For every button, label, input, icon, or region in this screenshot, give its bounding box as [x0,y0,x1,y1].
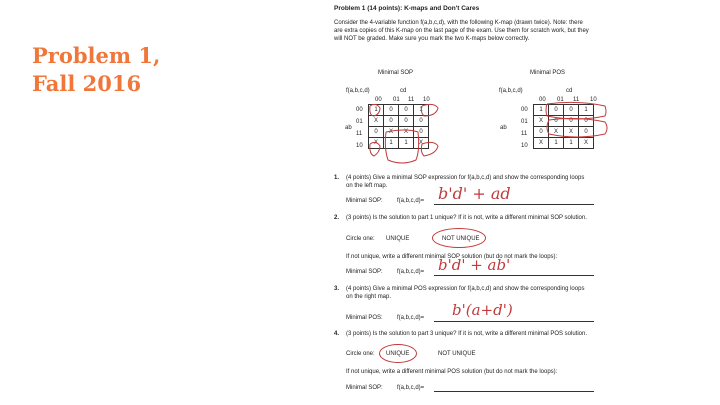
q1-answer: b'd' + ad [438,184,511,203]
kmap-right-cell: X [534,138,549,149]
slide-title [32,42,232,98]
kmap-left-col-2: 11 [408,97,415,103]
kmap-right-row-2: 11 [521,131,528,137]
q2-number: 2. [334,215,340,221]
q2-option-unique[interactable]: UNIQUE [386,236,410,242]
kmap-right-row-1: 01 [521,119,528,125]
q4-answer-line [434,391,594,392]
kmap-left-cell: 0 [414,127,429,138]
q2-answer-line [434,275,594,276]
kmap-left-cell: 1 [384,138,399,149]
kmap-right-title: Minimal POS [530,70,566,76]
kmap-left-row-2: 11 [356,131,363,137]
kmap-right-cell: X [549,127,564,138]
kmap-right-colvar: cd [566,88,573,94]
kmap-left-cell: 0 [369,127,384,138]
kmap-left-row-1: 01 [356,119,363,125]
kmap-left-col-3: 10 [423,97,430,103]
kmap-left-cell: X [369,138,384,149]
kmap-right-cell: 0 [579,127,594,138]
q2-option-not-unique[interactable]: NOT UNIQUE [442,236,480,242]
q3-answer-line [434,321,594,322]
kmap-right-rowvar: ab [500,125,507,131]
q4-label: Minimal SOP: [346,385,383,391]
kmap-left-cell: 0 [384,116,399,127]
kmap-left-title: Minimal SOP [378,70,414,76]
kmap-left-row-3: 10 [356,143,363,149]
kmap-right-cell: 1 [549,138,564,149]
kmap-right-cell: 0 [534,127,549,138]
kmap-left-cell: 0 [399,105,414,116]
q4-func: f(a,b,c,d)= [397,385,425,391]
kmap-right-cell: 0 [549,116,564,127]
q2-text: (3 points) Is the solution to part 1 unique? If it is not, write a different minimal SOP solution. [346,215,587,221]
kmap-left-cell: 1 [414,105,429,116]
kmap-left-cell: 1 [399,138,414,149]
q1-text-a: (4 points) Give a minimal SOP expression for f(a,b,c,d) and show the corresponding loops [346,175,585,181]
kmap-left-loops [362,100,452,170]
kmap-left-func: f(a,b,c,d) [346,88,370,94]
exam-document [322,0,720,405]
kmap-right-cell: 0 [564,116,579,127]
kmap-right-cell: X [579,138,594,149]
q2-note: If not unique, write a different minimal SOP solution (but do not mark the loops): [346,254,558,260]
intro-line-3: will NOT be graded. Make sure you mark the two K-maps below correctly. [334,36,530,42]
q2-func: f(a,b,c,d)= [397,269,425,275]
q2-circle-one: Circle one: [346,236,375,242]
kmap-left-row-0: 00 [356,107,363,113]
kmap-right-col-3: 10 [590,97,597,103]
intro-line-1: Consider the 4-variable function f(a,b,c,d), with the following K-map (drawn twice). Note: there [334,20,583,26]
q2-answer: b'd' + ab' [438,256,511,274]
kmap-left-colvar: cd [400,88,407,94]
kmap-right-cell: 0 [549,105,564,116]
kmap-right-loops [527,100,617,170]
kmap-right-cell: 0 [579,116,594,127]
q1-func: f(a,b,c,d)= [397,198,425,204]
q3-func: f(a,b,c,d)= [397,315,425,321]
q4-note: If not unique, write a different minimal POS solution (but do not mark the loops): [346,369,558,375]
slide-title-line1: Problem 1, [32,43,161,68]
q3-text-a: (4 points) Give a minimal POS expression for f(a,b,c,d) and show the corresponding loops [346,286,585,292]
q3-answer: b'(a+d') [452,301,513,319]
q3-label: Minimal POS: [346,315,383,321]
q4-option-unique[interactable]: UNIQUE [386,351,410,357]
intro-line-2: are extra copies of this K-map on the last page of the exam. Use them for scratch work, but they [334,28,589,34]
kmap-left-cell: 0 [399,116,414,127]
kmap-right-cell: X [534,116,549,127]
kmap-right-cell: 1 [564,138,579,149]
q2-label: Minimal SOP: [346,269,383,275]
q1-answer-line [434,204,594,205]
kmap-left-cell: 0 [384,105,399,116]
kmap-right-cell: X [564,127,579,138]
kmap-right-col-2: 11 [573,97,580,103]
kmap-right-cell: 1 [534,105,549,116]
q2-answer-circle [432,228,486,248]
q1-text-b: on the left map. [346,183,388,189]
slide-title-line2: Fall 2016 [32,71,142,96]
q4-option-not-unique[interactable]: NOT UNIQUE [438,351,476,357]
kmap-left-cell: X [384,127,399,138]
kmap-left-col-1: 01 [393,97,400,103]
kmap-right-row-3: 10 [521,143,528,149]
kmap-right-func: f(a,b,c,d) [499,88,523,94]
kmap-left-cell: X [414,138,429,149]
q3-number: 3. [334,286,340,292]
q1-number: 1. [334,175,340,181]
kmap-right-cell: 1 [579,105,594,116]
kmap-right-row-0: 00 [521,107,528,113]
kmap-right-col-1: 01 [557,97,564,103]
q4-circle-one: Circle one: [346,351,375,357]
kmap-left-cell: 0 [414,116,429,127]
kmap-left-rowvar: ab [345,125,352,131]
q4-text: (3 points) Is the solution to part 3 unique? If it is not, write a different minimal POS solution. [346,331,588,337]
kmap-right-col-0: 00 [539,97,546,103]
q1-label: Minimal SOP: [346,198,383,204]
kmap-left-col-0: 00 [375,97,382,103]
kmap-left-cell: X [399,127,414,138]
q4-number: 4. [334,331,340,337]
q4-answer-circle [379,344,417,363]
kmap-left-cell: X [369,116,384,127]
kmap-right-cell: 0 [564,105,579,116]
q3-text-b: on the right map. [346,294,392,300]
kmap-left-cell: 1 [369,105,384,116]
doc-heading: Problem 1 (14 points): K-maps and Don't Cares [334,5,480,12]
